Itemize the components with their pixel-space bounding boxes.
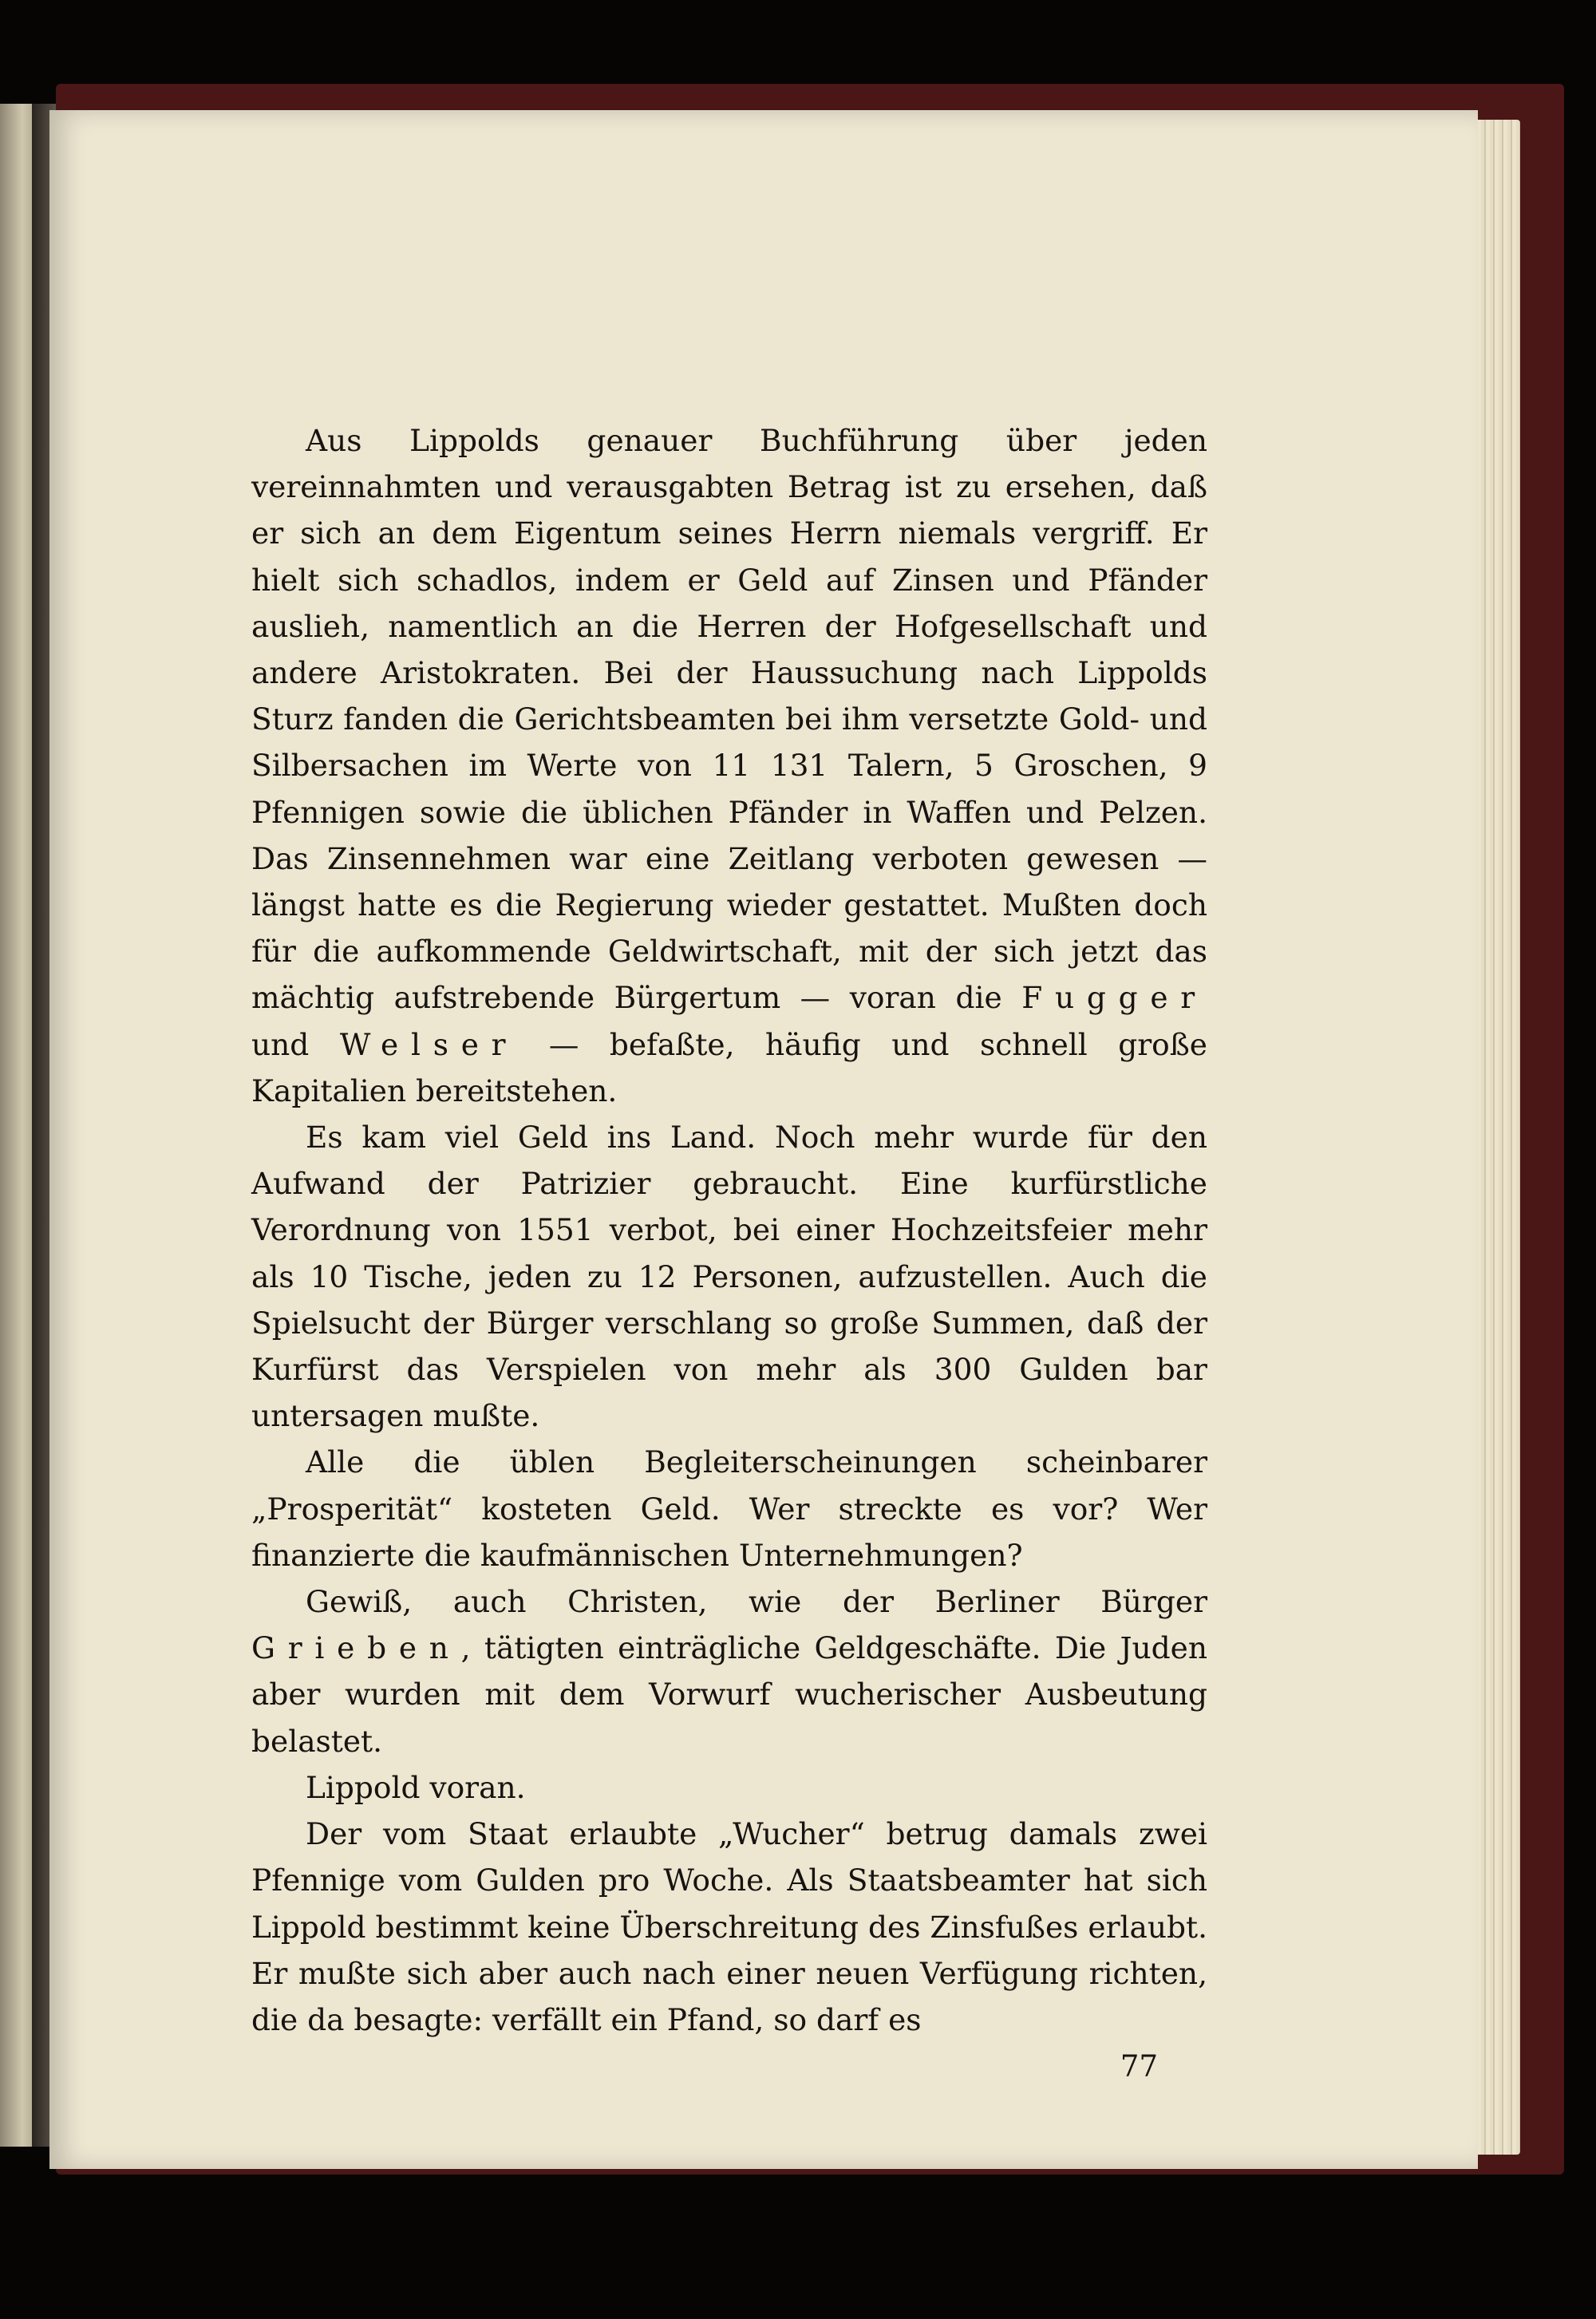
text-run: Gewiß, auch Christen, wie der Berliner Bürger (306, 1584, 1207, 1620)
spaced-name: Grieben (251, 1630, 461, 1666)
paragraph (251, 1114, 1207, 1439)
paragraph (251, 1811, 1207, 2043)
paragraph (251, 1764, 1207, 1811)
text-run: Alle die üblen Begleiterscheinungen scheinbarer „Prosperität“ kosteten Geld. Wer streckte es vor? Wer finanzierte die kaufmännischen Unternehmungen? (251, 1444, 1207, 1573)
text-run: , tätigten einträgliche Geldgeschäfte. Die Juden aber wurden mit dem Vorwurf wucherischer Ausbeutung belastet. (251, 1630, 1207, 1759)
spaced-name: Welser (339, 1026, 519, 1062)
facing-page-edge (0, 104, 32, 2147)
text-run: Es kam viel Geld ins Land. Noch mehr wurde für den Aufwand der Patrizier gebraucht. Eine kurfürstliche Verordnung von 1551 verbot, bei einer Hochzeitsfeier mehr als 10 Tische, jeden zu 12 Personen, aufzustellen. Auch die Spielsucht der Bürger verschlang so große Summen, daß der Kurfürst das Verspielen von mehr als 300 Gulden bar untersagen mußte. (251, 1120, 1207, 1434)
text-run: Lippold voran. (306, 1769, 526, 1805)
paragraph (251, 1439, 1207, 1578)
paragraph (251, 417, 1207, 1114)
text-run: — befaßte, häufig und schnell große Kapitalien bereitstehen. (251, 1026, 1207, 1108)
spaced-name: Fugger (1021, 980, 1207, 1016)
body-text (251, 417, 1207, 2043)
text-run: Der vom Staat erlaubte „Wucher“ betrug damals zwei Pfennige vom Gulden pro Woche. Als Staatsbeamter hat sich Lippold bestimmt keine Überschreitung des Zinsfußes erlaubt. Er mußte sich aber auch nach einer neuen Verfügung richten, die da besagte: verfällt ein Pfand, so darf es (251, 1816, 1207, 2037)
book-page (49, 110, 1478, 2169)
page-number: 77 (1120, 2049, 1158, 2084)
text-run: und (251, 1026, 340, 1062)
text-run: Aus Lippolds genauer Buchführung über jeden vereinnahmten und verausgabten Betrag ist zu ersehen, daß er sich an dem Eigentum seines Herrn niemals vergriff. Er hielt sich schadlos, indem er Geld auf Zinsen und Pfänder auslieh, namentlich an die Herren der Hofgesellschaft und andere Aristokraten. Bei der Haussuchung nach Lippolds Sturz fanden die Gerichtsbeamten bei ihm versetzte Gold- und Silbersachen im Werte von 11 131 Talern, 5 Groschen, 9 Pfennigen sowie die üblichen Pfänder in Waffen und Pelzen. Das Zinsennehmen war eine Zeitlang verboten gewesen — längst hatte es die Regierung wieder gestattet. Mußten doch für die aufkommende Geldwirtschaft, mit der sich jetzt das mächtig aufstrebende Bürgertum — voran die (251, 423, 1207, 1016)
paragraph (251, 1578, 1207, 1764)
